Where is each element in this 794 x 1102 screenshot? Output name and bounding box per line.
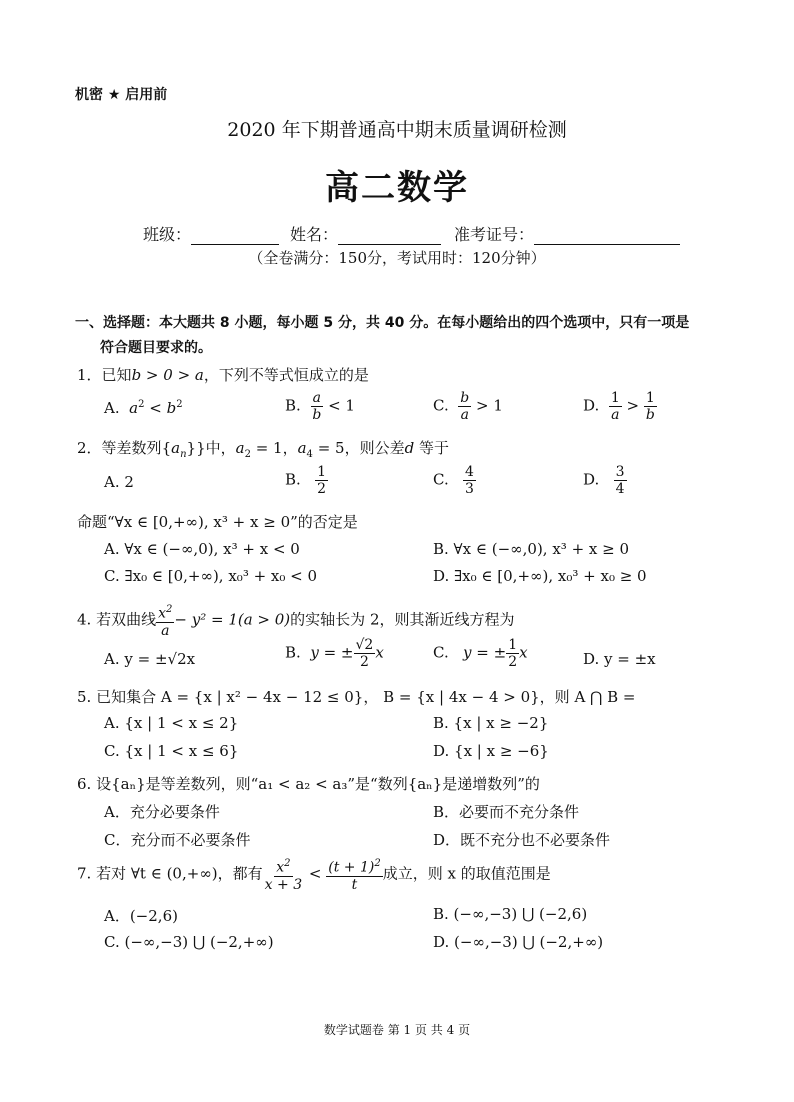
q7-option-b: B. (−∞,−3) ⋃ (−2,6) <box>433 905 588 923</box>
class-field <box>143 222 279 245</box>
confidential-label: 机密 ★ 启用前 <box>75 87 168 103</box>
class-blank <box>191 228 279 245</box>
name-blank <box>338 228 441 245</box>
question-5: 5. 已知集合 A = {x | x² − 4x − 12 ≤ 0}， B = {x | 4x − 4 > 0}，则 A ⋂ B = <box>77 688 636 706</box>
q1-option-b: B. $\frac{a}{b}$ < 1 <box>285 390 355 423</box>
q3-option-b: B. ∀x ∈ (−∞,0), x³ + x ≥ 0 <box>433 540 630 558</box>
q3-option-d: D. ∃x₀ ∈ [0,+∞), x₀³ + x₀ ≥ 0 <box>433 567 647 585</box>
q2-option-d: D. $\frac{3}{4}$ <box>583 464 625 497</box>
question-6: 6. 设{aₙ}是等差数列，则“a₁ < a₂ < a₃”是“数列{aₙ}是递增数列”的 <box>77 775 540 793</box>
q1-condition: b > 0 > a <box>131 366 204 384</box>
q5-option-d: D. {x | x ≥ −6} <box>433 742 549 760</box>
class-label: 班级： <box>143 225 192 244</box>
id-field <box>454 222 680 245</box>
q3-option-a: A. ∀x ∈ (−∞,0), x³ + x < 0 <box>104 540 300 558</box>
exam-title: 2020 年下期普通高中期末质量调研检测 <box>227 119 567 141</box>
section-title: 一、选择题：本大题共 8 小题，每小题 5 分，共 40 分。在每小题给出的四个选项中，只有一项是 <box>75 315 690 331</box>
q6-option-c: C．充分而不必要条件 <box>104 831 251 849</box>
q7-option-c: C. (−∞,−3) ⋃ (−2,+∞) <box>104 933 274 951</box>
id-label: 准考证号： <box>454 225 535 244</box>
q2-option-b: B. $\frac{1}{2}$ <box>285 464 327 497</box>
question-1 <box>77 364 369 385</box>
section-title-line2: 符合题目要求的。 <box>100 340 212 356</box>
q6-option-b: B．必要而不充分条件 <box>433 803 580 821</box>
q1-post: ，下列不等式恒成立的是 <box>203 366 369 384</box>
name-label: 姓名： <box>290 225 339 244</box>
q6-option-a: A．充分必要条件 <box>104 803 220 821</box>
question-7: 7. 若对 ∀t ∈ (0,+∞)，都有 $\frac{x^2}{x + 3}$ < $\frac{(t + 1)^2}{t}$ 成立，则 x 的取值范围是 <box>77 858 551 893</box>
q2-option-a: A. 2 <box>104 473 134 491</box>
q1-option-d: D. $\frac{1}{a}$ > $\frac{1}{b}$ <box>583 390 655 423</box>
q4-option-a: A. y = ±√2x <box>104 650 196 668</box>
q2-option-c: C. $\frac{4}{3}$ <box>433 464 474 497</box>
question-4: 4. 若双曲线 $\frac{x^2}{a}$ − y² = 1(a > 0)的实轴长为 2，则其渐近线方程为 <box>77 604 515 639</box>
q4-option-b: B. y = ± $\frac{√2}{2}$ x <box>285 637 384 670</box>
question-2: 2．等差数列$\{a_n\}$}中，$a_2 = 1$，$a_4 = 5$，则公差d 等于 <box>77 439 449 460</box>
page-footer: 数学试题卷 第 1 页 共 4 页 <box>323 1023 471 1037</box>
id-blank <box>534 228 680 245</box>
q1-option-a: A. $a^2 < b^2$ <box>104 399 183 417</box>
q6-option-d: D．既不充分也不必要条件 <box>433 831 611 849</box>
q1-number: 1． <box>77 366 102 384</box>
q1-pre: 已知 <box>101 366 132 384</box>
q1-option-c: C. $\frac{b}{a}$ > 1 <box>433 390 503 423</box>
q5-option-a: A. {x | 1 < x ≤ 2} <box>104 714 239 732</box>
subject-title: 高二数学 <box>325 168 469 208</box>
exam-note: （全卷满分：150分，考试用时：120分钟） <box>248 249 546 267</box>
q4-option-d: D. y = ±x <box>583 650 656 668</box>
q7-option-a: A．(−2,6) <box>104 907 178 925</box>
question-3: 命题“∀x ∈ [0,+∞), x³ + x ≥ 0”的否定是 <box>77 513 358 531</box>
q7-option-d: D. (−∞,−3) ⋃ (−2,+∞) <box>433 933 604 951</box>
q3-option-c: C. ∃x₀ ∈ [0,+∞), x₀³ + x₀ < 0 <box>104 567 318 585</box>
q5-option-b: B. {x | x ≥ −2} <box>433 714 549 732</box>
name-field <box>290 222 441 245</box>
q4-option-c: C. y = ± $\frac{1}{2}$ x <box>433 637 528 670</box>
section-heading <box>75 311 735 361</box>
q5-option-c: C. {x | 1 < x ≤ 6} <box>104 742 239 760</box>
